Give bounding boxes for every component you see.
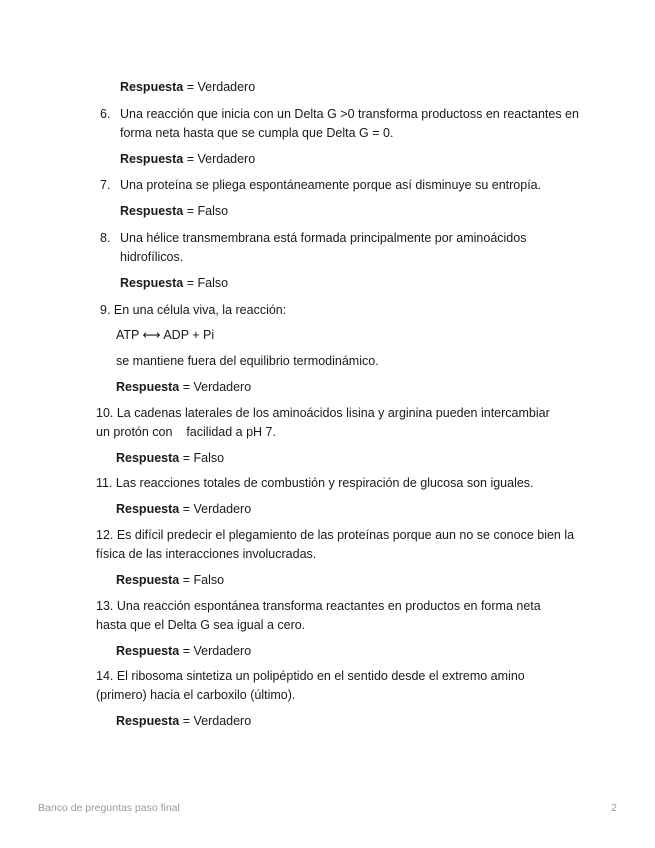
answer-line [116,449,224,468]
answer-label: Respuesta [116,502,180,516]
question-13: 13. Una reacción espontánea transforma reactantes en productos en forma neta hasta que el Delta G sea igual a cero. [96,599,541,632]
answer-value: = Verdadero [179,644,252,658]
question-9: 9. En una célula viva, la reacción: [100,303,287,317]
answer-value: = Falso [179,451,225,465]
answer-label: Respuesta [116,380,180,394]
answer-line [120,274,228,293]
reaction-formula: ATP ⟷ ADP + Pi [116,328,215,342]
answer-label: Respuesta [120,204,184,218]
answer-value: = Verdadero [179,380,252,394]
answer-value: = Verdadero [179,714,252,728]
answer-label: Respuesta [116,573,180,587]
answer-value: = Verdadero [179,502,252,516]
footer-title: Banco de preguntas paso final [38,802,180,814]
answer-line [116,378,251,397]
page-number: 2 [611,802,617,814]
answer-line [116,712,251,731]
answer-label: Respuesta [120,276,184,290]
answer-line [116,642,251,661]
answer-label: Respuesta [120,80,184,94]
question-6 [100,105,580,143]
question-7 [100,176,580,195]
question-10: 10. La cadenas laterales de los aminoácidos lisina y arginina pueden intercambiar un protón con facilidad a pH 7. [96,406,554,439]
question-text: Una reacción que inicia con un Delta G >0 transforma productoss en reactantes en forma neta hasta que se cumpla que Delta G = 0. [120,107,579,140]
question-number: 6. [100,107,111,121]
question-text: Una proteína se pliega espontáneamente porque así disminuye su entropía. [120,178,542,192]
question-8 [100,229,580,267]
answer-line [116,500,251,519]
question-number: 8. [100,231,111,245]
answer-value: = Verdadero [183,80,256,94]
answer-value: = Falso [183,276,229,290]
question-14: 14. El ribosoma sintetiza un polipéptido en el sentido desde el extremo amino (primero) hacia el carboxilo (último). [96,669,525,702]
answer-line [116,571,224,590]
answer-line [120,150,255,169]
answer-label: Respuesta [120,152,184,166]
answer-value: = Falso [183,204,229,218]
question-number: 7. [100,178,111,192]
question-11: 11. Las reacciones totales de combustión y respiración de glucosa son iguales. [96,476,534,490]
answer-line [120,202,228,221]
question-9-continuation: se mantiene fuera del equilibrio termodinámico. [116,354,379,368]
answer-label: Respuesta [116,451,180,465]
answer-label: Respuesta [116,644,180,658]
answer-value: = Falso [179,573,225,587]
answer-line [120,78,255,97]
question-text: Una hélice transmembrana está formada principalmente por aminoácidos hidrofílicos. [120,231,527,264]
answer-value: = Verdadero [183,152,256,166]
answer-label: Respuesta [116,714,180,728]
question-12: 12. Es difícil predecir el plegamiento de las proteínas porque aun no se conoce bien la física de las interacciones involucradas. [96,528,575,561]
